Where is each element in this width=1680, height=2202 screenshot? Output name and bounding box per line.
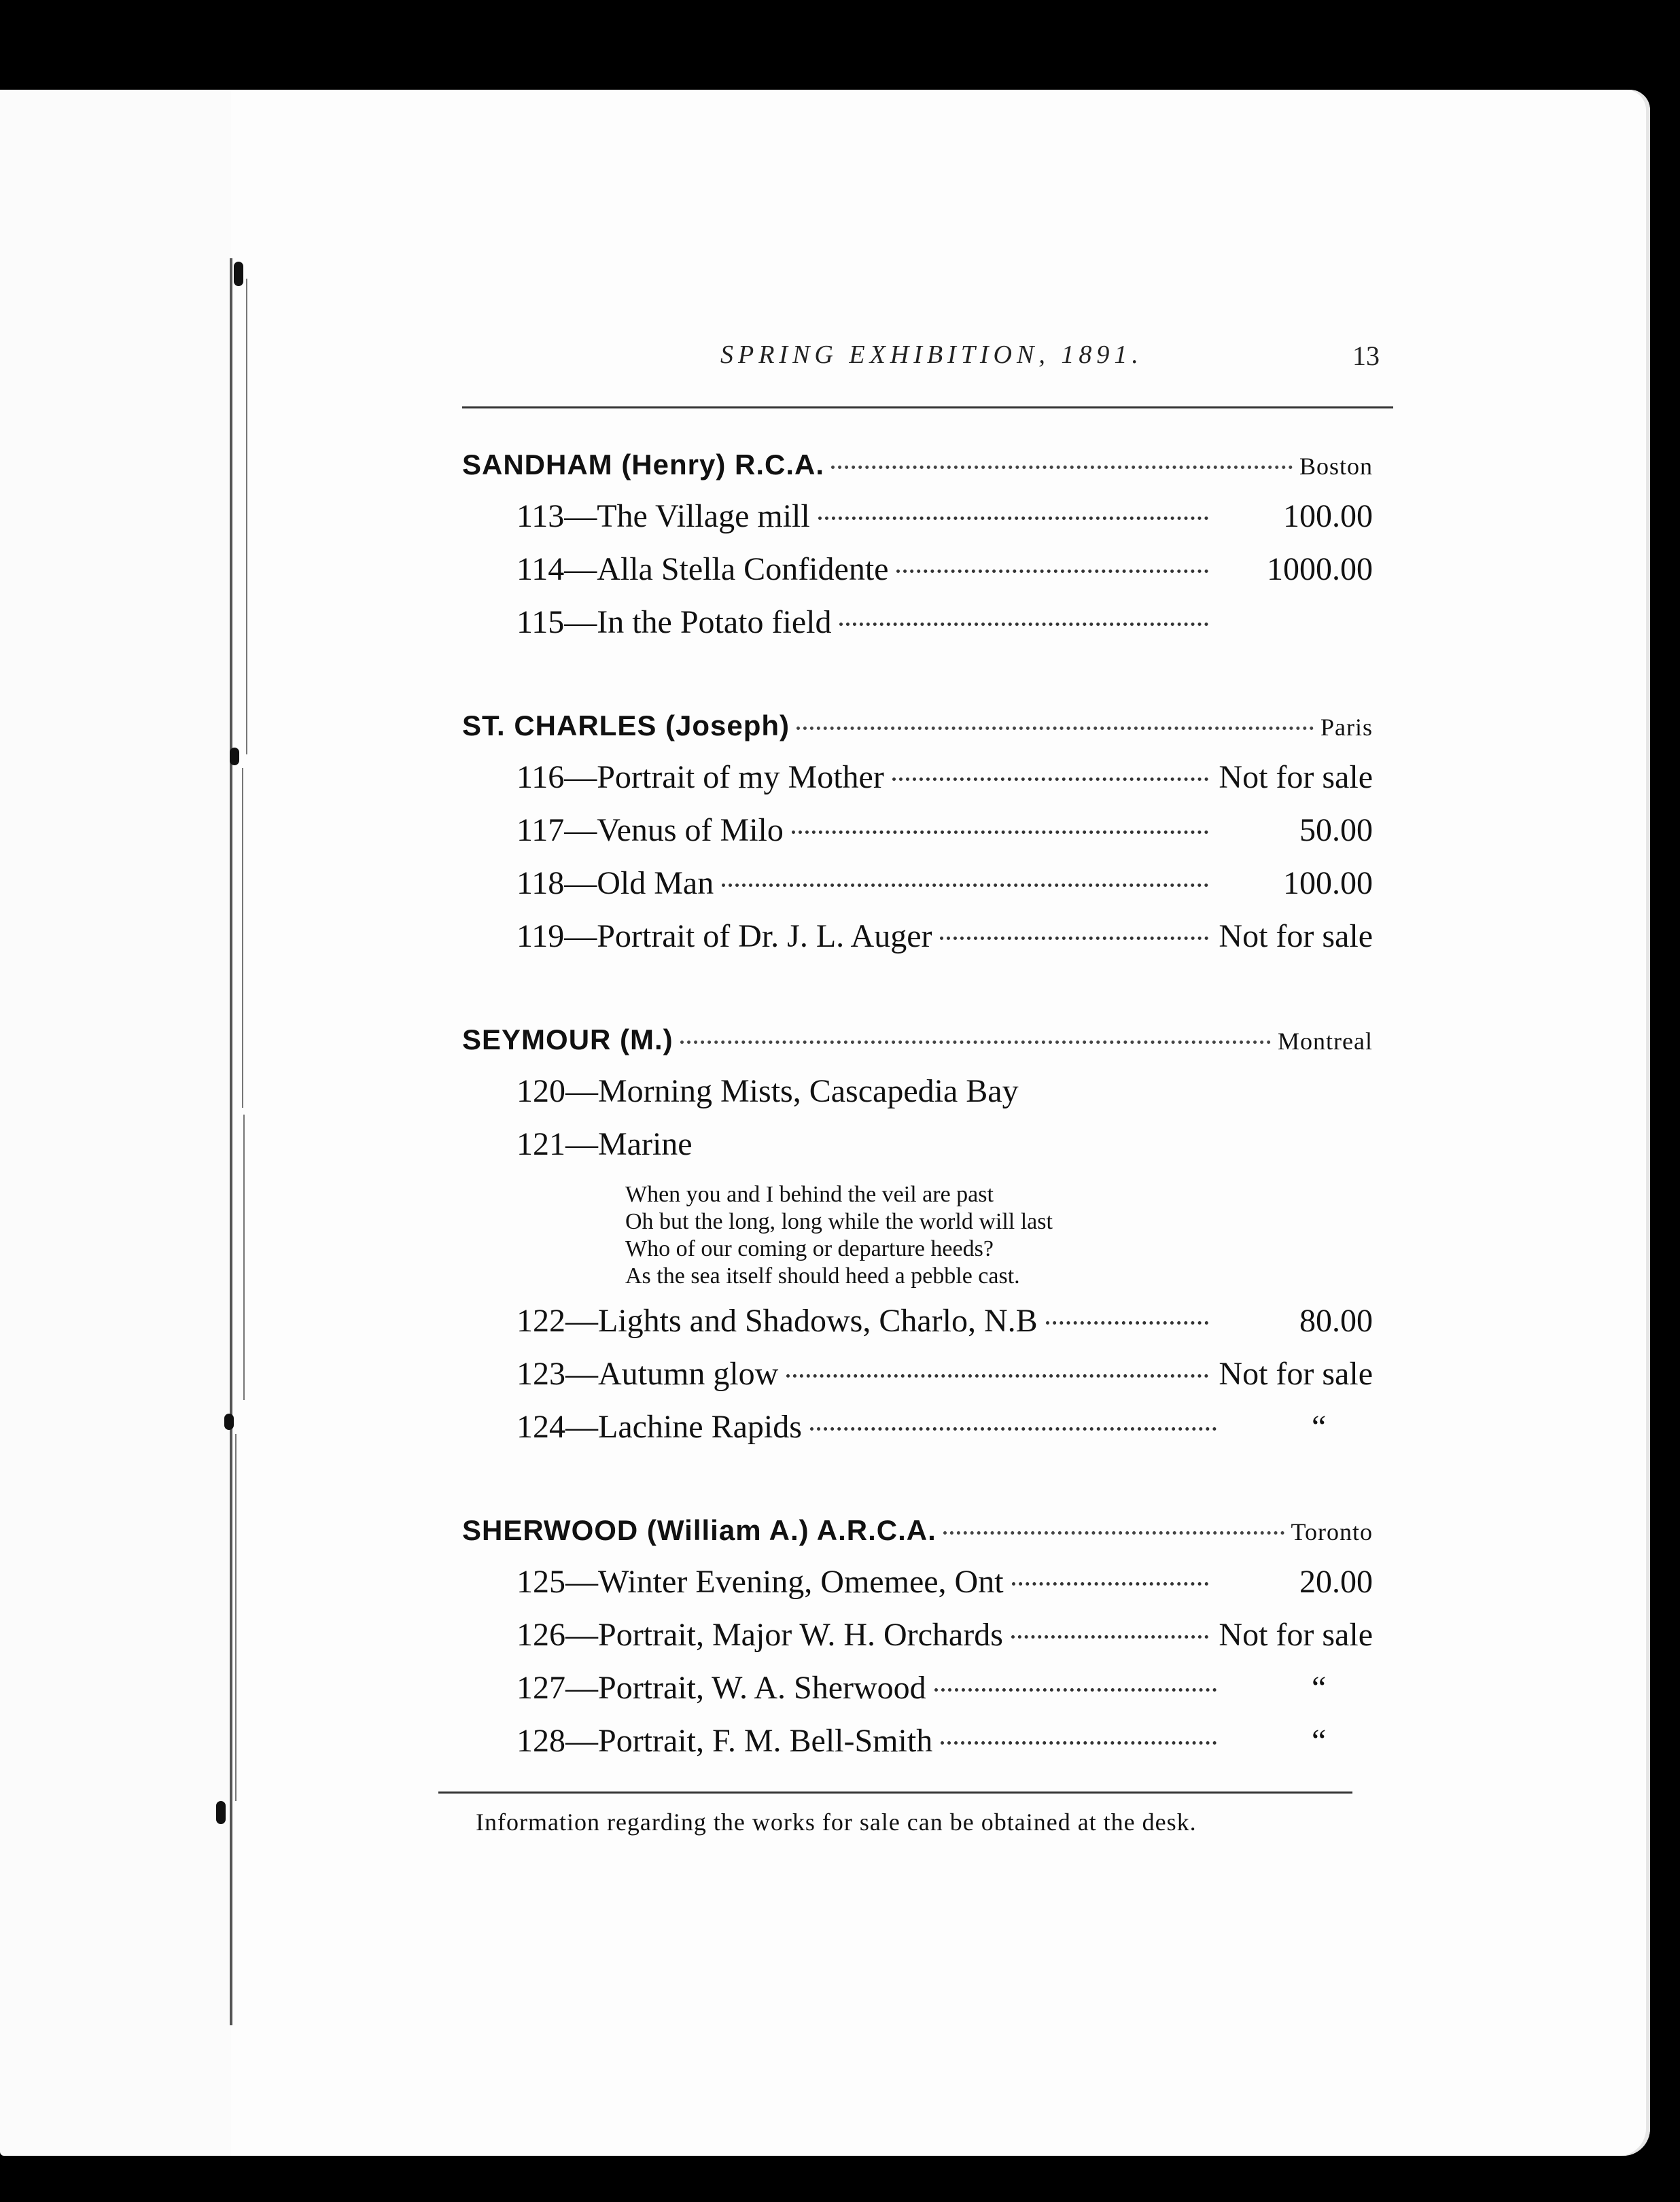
- ditto-mark: “: [1312, 1670, 1327, 1706]
- artist-heading: [462, 1024, 1373, 1072]
- dot-leader: [722, 884, 1208, 887]
- artist-name: SHERWOOD (William A.) A.R.C.A.: [462, 1514, 937, 1546]
- work-item: [462, 550, 1373, 604]
- dot-leader: [792, 831, 1208, 834]
- work-title: 128—Portrait, F. M. Bell-Smith: [517, 1723, 933, 1759]
- catalogue-list: [462, 449, 1373, 1828]
- binding-stitch: [224, 1414, 234, 1430]
- dot-leader: [940, 937, 1208, 940]
- dot-leader: [786, 1374, 1208, 1378]
- work-title: 122—Lights and Shadows, Charlo, N.B: [517, 1303, 1038, 1339]
- work-title: 116—Portrait of my Mother: [517, 759, 884, 795]
- gutter-line: [230, 258, 232, 2025]
- dot-leader: [818, 517, 1208, 520]
- page-number: 13: [1352, 340, 1380, 371]
- work-title: 119—Portrait of Dr. J. L. Auger: [517, 918, 932, 954]
- work-price: 50.00: [1299, 812, 1373, 848]
- work-price: Not for sale: [1219, 1617, 1373, 1653]
- dot-leader: [1012, 1582, 1208, 1586]
- artist-entry: [462, 1024, 1373, 1461]
- work-item: [462, 1563, 1373, 1616]
- dot-leader: [680, 1041, 1271, 1044]
- work-price: Not for sale: [1219, 918, 1373, 954]
- dot-leader: [892, 777, 1208, 781]
- artist-entry: [462, 710, 1373, 971]
- work-title: 115—In the Potato field: [517, 604, 832, 640]
- artist-name: SANDHAM (Henry) R.C.A.: [462, 449, 825, 480]
- dot-leader: [839, 623, 1208, 626]
- work-price: 100.00: [1283, 865, 1373, 901]
- work-item: [462, 1408, 1373, 1461]
- work-item: [462, 1669, 1373, 1722]
- dot-leader: [943, 1531, 1284, 1535]
- artist-city: Paris: [1320, 714, 1373, 741]
- poem-line: Oh but the long, long while the world will last: [625, 1209, 1053, 1234]
- work-item: [462, 917, 1373, 971]
- work-title: 124—Lachine Rapids: [517, 1409, 802, 1445]
- footer-note: Information regarding the works for sale can be obtained at the desk.: [476, 1808, 1197, 1836]
- work-price: 80.00: [1299, 1303, 1373, 1339]
- work-item: [462, 1125, 1373, 1178]
- work-price: Not for sale: [1219, 759, 1373, 795]
- work-item: [462, 864, 1373, 917]
- dot-leader: [831, 466, 1293, 469]
- work-item: [462, 811, 1373, 864]
- dot-leader: [1011, 1635, 1208, 1639]
- work-title: 118—Old Man: [517, 865, 714, 901]
- work-title: 127—Portrait, W. A. Sherwood: [517, 1670, 926, 1706]
- work-title: 126—Portrait, Major W. H. Orchards: [517, 1617, 1003, 1653]
- artist-heading: [462, 449, 1373, 497]
- work-item: [462, 1355, 1373, 1408]
- binding-stitch: [234, 262, 243, 286]
- work-title: 125—Winter Evening, Omemee, Ont: [517, 1564, 1004, 1600]
- work-price: 100.00: [1283, 498, 1373, 534]
- work-item: [462, 604, 1373, 657]
- artist-name: ST. CHARLES (Joseph): [462, 710, 790, 741]
- artist-entry: [462, 449, 1373, 657]
- left-page: [0, 90, 231, 2156]
- artist-city: Boston: [1299, 453, 1373, 480]
- poem-quotation: [625, 1181, 1373, 1290]
- artist-entry: [462, 1514, 1373, 1775]
- work-item: [462, 1302, 1373, 1355]
- work-item: [462, 1722, 1373, 1775]
- work-price: 1000.00: [1267, 551, 1373, 587]
- work-item: [462, 758, 1373, 811]
- work-price: 20.00: [1299, 1564, 1373, 1600]
- dot-leader: [896, 570, 1208, 573]
- artist-heading: [462, 710, 1373, 758]
- dot-leader: [1046, 1321, 1208, 1325]
- work-title: 114—Alla Stella Confidente: [517, 551, 889, 587]
- work-item: [462, 1072, 1373, 1125]
- binding-thread: [243, 1115, 245, 1400]
- work-title: 123—Autumn glow: [517, 1356, 779, 1392]
- artist-city: Toronto: [1291, 1518, 1373, 1545]
- binding-stitch: [216, 1801, 226, 1824]
- work-title: 117—Venus of Milo: [517, 812, 784, 848]
- footer-rule: [438, 1792, 1352, 1794]
- dot-leader: [934, 1688, 1217, 1692]
- binding-thread: [246, 279, 247, 754]
- dot-leader: [797, 727, 1314, 730]
- artist-name: SEYMOUR (M.): [462, 1024, 673, 1055]
- binding-stitch: [230, 748, 239, 765]
- running-header: SPRING EXHIBITION, 1891.: [720, 340, 1143, 369]
- work-title: 121—Marine: [517, 1126, 693, 1162]
- work-title: 120—Morning Mists, Cascapedia Bay: [517, 1073, 1019, 1109]
- artist-city: Montreal: [1278, 1028, 1373, 1055]
- work-item: [462, 497, 1373, 550]
- header-rule: [462, 406, 1393, 408]
- dot-leader: [941, 1741, 1217, 1745]
- poem-line: When you and I behind the veil are past: [625, 1182, 994, 1207]
- work-title: 113—The Village mill: [517, 498, 810, 534]
- work-price: Not for sale: [1219, 1356, 1373, 1392]
- ditto-mark: “: [1312, 1723, 1327, 1759]
- work-item: [462, 1616, 1373, 1669]
- artist-heading: [462, 1514, 1373, 1563]
- ditto-mark: “: [1312, 1409, 1327, 1445]
- poem-line: As the sea itself should heed a pebble cast.: [625, 1263, 1020, 1289]
- poem-line: Who of our coming or departure heeds?: [625, 1236, 994, 1261]
- dot-leader: [810, 1427, 1217, 1431]
- binding-thread: [235, 1434, 237, 1801]
- binding-thread: [242, 768, 243, 1108]
